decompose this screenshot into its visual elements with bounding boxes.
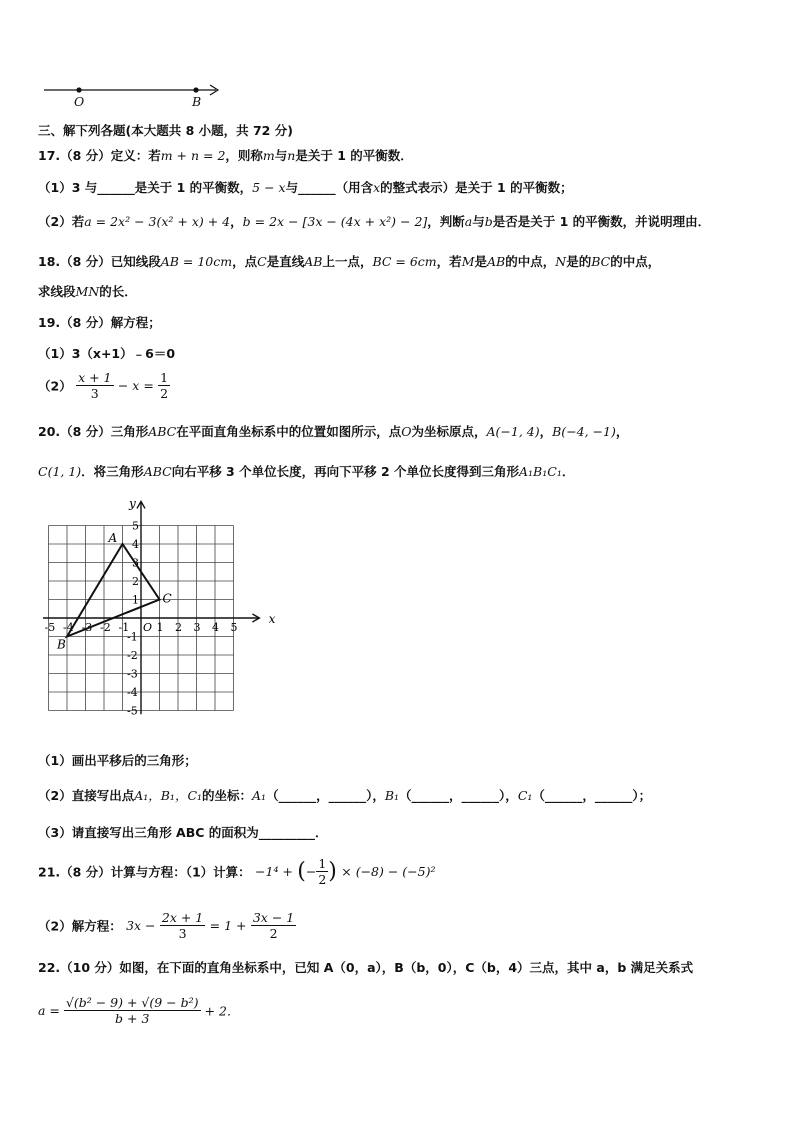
x-tick-label: 5 <box>230 621 238 634</box>
point-o <box>76 87 81 92</box>
q20-part1: （1）画出平移后的三角形； <box>38 753 197 768</box>
q22-fraction: $\frac{\text{√(b² − 9) + √(9 − b²)}}{b + 3}$ <box>65 995 199 1026</box>
q20-stem-line2: C(1, 1)．将三角形ABC向右平移 3 个单位长度，再向下平移 2 个单位长度得到三角形A₁B₁C₁． <box>38 464 575 479</box>
y-axis-label: y <box>129 500 136 511</box>
x-tick-label: -5 <box>44 621 56 634</box>
q18-stem: 18.（8 分）已知线段AB = 10cm，点C是直线AB上一点，BC = 6cm，若M是AB的中点，N是的BC的中点， <box>38 254 661 269</box>
x-tick-label: -4 <box>63 621 74 634</box>
x-tick-label: 2 <box>175 621 182 634</box>
numberline-label-b: B <box>192 94 202 109</box>
x-axis-label: x <box>268 612 276 626</box>
y-tick-label: 2 <box>132 575 139 588</box>
q19-fraction: $\frac{x + 1}{3}$ <box>78 370 112 401</box>
y-tick-label: 1 <box>132 593 139 607</box>
y-tick-label: -4 <box>127 686 138 699</box>
x-tick-label: 3 <box>193 621 201 634</box>
q21-fraction-a: $\frac{2x + 1}{3}$ <box>161 910 204 941</box>
q21-part2: （2）解方程： 3x − $\frac{2x + 1}{3}$ = 1 + $\frac{3x - 1}{2}$ <box>38 910 295 941</box>
q19-rhs-fraction: $\frac{1}{2}$ <box>160 370 169 401</box>
q17-part1: （1）3 与______是关于 1 的平衡数，5 − x与______（用含x的整式表示）是关于 1 的平衡数； <box>38 180 573 195</box>
q22-stem: 22.（10 分）如图，在下面的直角坐标系中，已知 A（0，a），B（b，0），C（b，4）三点，其中 a，b 满足关系式 <box>38 960 694 975</box>
y-tick-label: -3 <box>127 667 138 681</box>
q17-stem: 17.（8 分）定义：若m + n = 2，则称m与n是关于 1 的平衡数． <box>38 148 413 163</box>
q20-part3: （3）请直接写出三角形 ABC 的面积为_________． <box>38 825 328 840</box>
y-tick-label: 3 <box>132 556 139 570</box>
q21-half-fraction: $\frac{1}{2}$ <box>318 856 327 887</box>
point-a-label: A <box>108 531 118 545</box>
coordinate-graph <box>38 500 288 730</box>
section-title: 三、解下列各题(本大题共 8 小题，共 72 分) <box>38 123 293 138</box>
point-c-label: C <box>162 591 172 606</box>
q18-line2: 求线段MN的长． <box>38 284 137 299</box>
y-tick-label: -5 <box>127 704 138 718</box>
q21-fraction-b: $\frac{3x - 1}{2}$ <box>252 910 295 941</box>
x-tick-label: -1 <box>118 621 130 634</box>
y-tick-label: -1 <box>127 630 138 644</box>
x-tick-label: -2 <box>100 621 111 634</box>
x-tick-label: 4 <box>212 621 219 634</box>
x-tick-label: -3 <box>81 621 93 634</box>
q22-formula: a = $\frac{\text{√(b² − 9) + √(9 − b²)}}{b + 3}$ + 2． <box>38 995 240 1026</box>
q20-stem: 20.（8 分）三角形ABC在平面直角坐标系中的位置如图所示，点O为坐标原点，A(−1, 4)，B(−4, −1)， <box>38 424 629 439</box>
numberline-label-o: O <box>74 94 85 109</box>
q17-part2: （2）若a = 2x² − 3(x² + x) + 4，b = 2x − [3x − (4x + x²) − 2]，判断a与b是否是关于 1 的平衡数，并说明理由． <box>38 214 711 229</box>
y-tick-label: 4 <box>132 538 139 551</box>
q21-part1: 21.（8 分）计算与方程：（1）计算： −1⁴ + (− $\frac{1}{2}$ ) × (−8) − (−5)² <box>38 856 436 887</box>
x-tick-label: 1 <box>156 621 164 634</box>
number-line <box>40 82 230 112</box>
y-tick-label: -2 <box>127 649 138 662</box>
q20-part2: （2）直接写出点A₁，B₁，C₁的坐标：A₁（______，______），B₁（______，______），C₁（______，______）； <box>38 788 652 803</box>
point-b-label: B <box>57 637 66 652</box>
x-tick-label: O <box>143 621 153 634</box>
point-b <box>193 87 198 92</box>
q19-part2: （2） $\frac{x + 1}{3}$ − x = $\frac{1}{2}$ <box>38 370 169 401</box>
y-tick-label: 5 <box>132 519 139 533</box>
q19-part1: （1）3（x+1）﹣6＝0 <box>38 346 176 361</box>
q19-head: 19.（8 分）解方程； <box>38 315 161 330</box>
